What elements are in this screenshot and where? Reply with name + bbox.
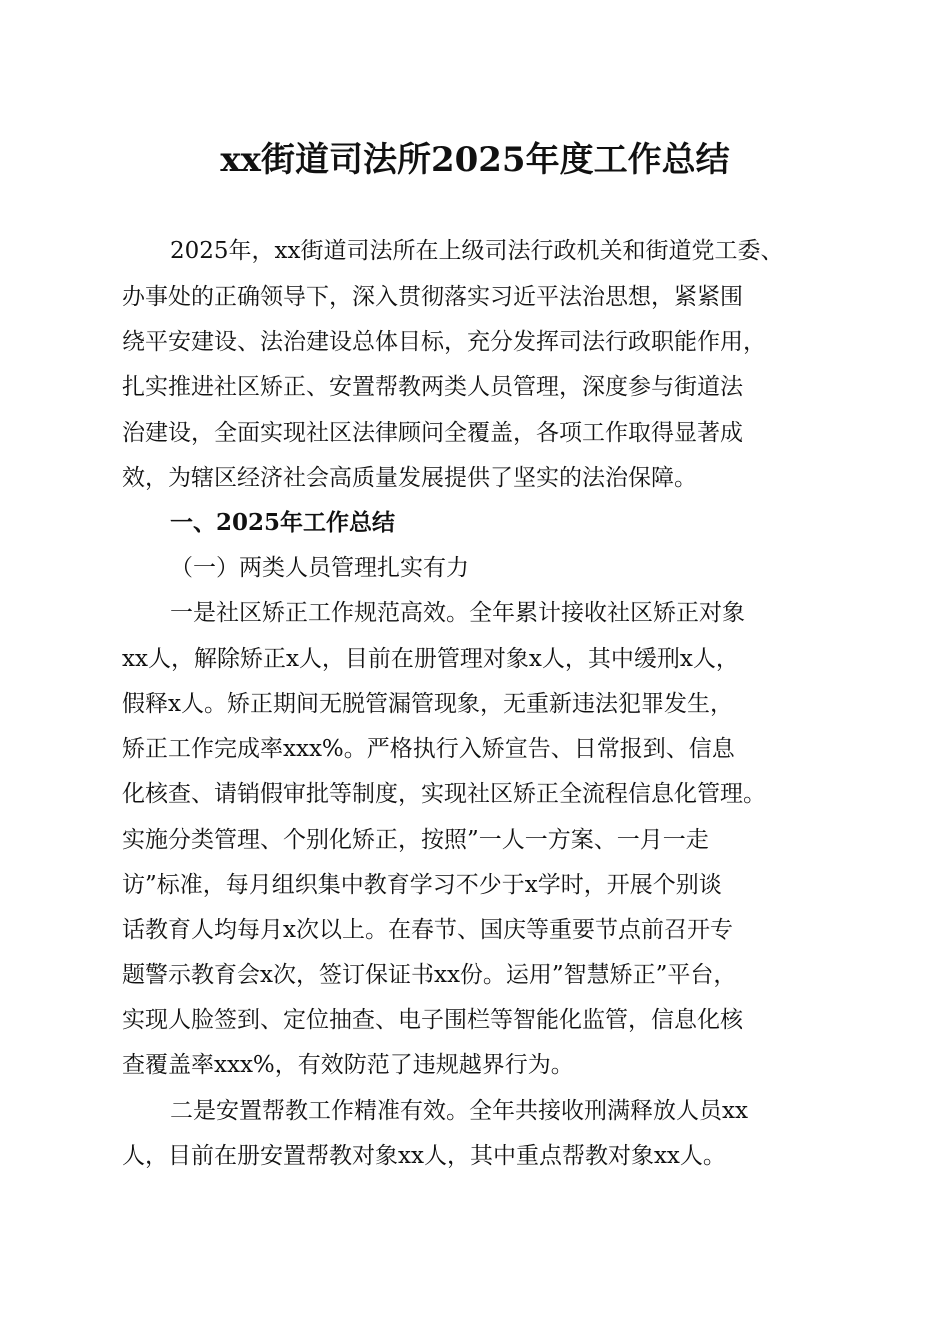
- paragraph-line: 假释x人。矫正期间无脱管漏管现象，无重新违法犯罪发生，: [122, 691, 733, 717]
- paragraph-line: 人，目前在册安置帮教对象xx人，其中重点帮教对象xx人。: [122, 1143, 726, 1169]
- paragraph-line: 2025年，xx街道司法所在上级司法行政机关和街道党工委、: [170, 238, 784, 264]
- paragraph-line: xx人，解除矫正x人，目前在册管理对象x人，其中缓刑x人，: [122, 646, 739, 672]
- paragraph-line: 办事处的正确领导下，深入贯彻落实习近平法治思想，紧紧围: [122, 284, 743, 310]
- paragraph-line: 实现人脸签到、定位抽查、电子围栏等智能化监管，信息化核: [122, 1007, 743, 1033]
- paragraph-line: 一是社区矫正工作规范高效。全年累计接收社区矫正对象: [170, 600, 745, 626]
- paragraph-line: 矫正工作完成率xxx%。严格执行入矫宣告、日常报到、信息: [122, 736, 735, 762]
- section-heading: 一、2025年工作总结: [170, 509, 396, 536]
- paragraph-line: 实施分类管理、个别化矫正，按照”一人一方案、一月一走: [122, 827, 709, 853]
- paragraph-line: 话教育人均每月x次以上。在春节、国庆等重要节点前召开专: [122, 917, 733, 943]
- paragraph-line: 访”标准，每月组织集中教育学习不少于x学时，开展个别谈: [122, 872, 722, 898]
- paragraph-line: 扎实推进社区矫正、安置帮教两类人员管理，深度参与街道法: [122, 374, 743, 400]
- paragraph-line: 化核查、请销假审批等制度，实现社区矫正全流程信息化管理。: [122, 781, 766, 807]
- paragraph-line: 二是安置帮教工作精准有效。全年共接收刑满释放人员xx: [170, 1098, 748, 1124]
- paragraph-line: 题警示教育会x次，签订保证书xx份。运用”智慧矫正”平台，: [122, 962, 737, 988]
- subsection-heading: （一）两类人员管理扎实有力: [170, 555, 469, 581]
- paragraph-line: 查覆盖率xxx%，有效防范了违规越界行为。: [122, 1052, 574, 1078]
- paragraph-line: 绕平安建设、法治建设总体目标，充分发挥司法行政职能作用，: [122, 329, 766, 355]
- paragraph-line: 效，为辖区经济社会高质量发展提供了坚实的法治保障。: [122, 465, 697, 491]
- document-title: xx街道司法所2025年度工作总结: [220, 140, 730, 180]
- paragraph-line: 治建设，全面实现社区法律顾问全覆盖，各项工作取得显著成: [122, 420, 743, 446]
